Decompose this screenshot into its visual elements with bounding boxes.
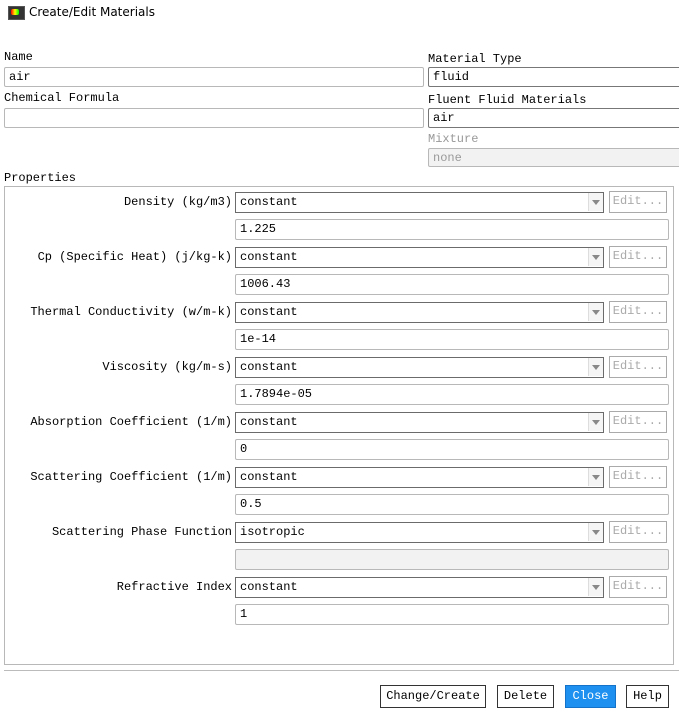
app-icon	[8, 6, 25, 20]
fluent-fluid-materials-label: Fluent Fluid Materials	[428, 93, 587, 107]
property-label: Absorption Coefficient (1/m)	[30, 415, 232, 429]
property-method-dropdown[interactable]	[235, 192, 604, 213]
property-method-value: constant	[240, 580, 298, 594]
name-input[interactable]: air	[4, 67, 424, 87]
chevron-down-icon	[588, 303, 603, 321]
chevron-down-icon	[588, 358, 603, 376]
property-method-value: constant	[240, 195, 298, 209]
property-method-dropdown[interactable]	[235, 357, 604, 378]
property-method-dropdown[interactable]	[235, 412, 604, 433]
property-label: Refractive Index	[116, 580, 232, 594]
property-value-input	[235, 549, 669, 570]
chevron-down-icon	[588, 468, 603, 486]
property-label: Scattering Coefficient (1/m)	[30, 470, 232, 484]
property-edit-button: Edit...	[609, 191, 667, 213]
property-value-input[interactable]: 0.5	[235, 494, 669, 515]
mixture-select: none	[428, 148, 679, 167]
property-edit-button: Edit...	[609, 246, 667, 268]
property-edit-button: Edit...	[609, 301, 667, 323]
property-label: Density (kg/m3)	[123, 195, 232, 209]
close-button[interactable]: Close	[565, 685, 616, 708]
chevron-down-icon	[588, 248, 603, 266]
property-value-input[interactable]: 0	[235, 439, 669, 460]
property-method-dropdown[interactable]	[235, 577, 604, 598]
chevron-down-icon	[588, 413, 603, 431]
property-edit-button: Edit...	[609, 521, 667, 543]
property-method-value: constant	[240, 305, 298, 319]
properties-label: Properties	[4, 171, 77, 185]
chemical-formula-input[interactable]	[4, 108, 424, 128]
help-button[interactable]: Help	[626, 685, 669, 708]
property-label: Scattering Phase Function	[51, 525, 232, 539]
property-edit-button: Edit...	[609, 576, 667, 598]
property-method-dropdown[interactable]	[235, 467, 604, 488]
property-edit-button: Edit...	[609, 356, 667, 378]
property-label: Thermal Conductivity (w/m-k)	[30, 305, 232, 319]
property-label: Cp (Specific Heat) (j/kg-k)	[37, 250, 232, 264]
material-type-label: Material Type	[428, 52, 522, 66]
material-type-select[interactable]: fluid	[428, 67, 679, 87]
name-label: Name	[4, 50, 33, 64]
property-method-dropdown[interactable]	[235, 302, 604, 323]
window-title: Create/Edit Materials	[29, 5, 155, 19]
property-method-dropdown[interactable]	[235, 522, 604, 543]
property-method-value: constant	[240, 250, 298, 264]
property-value-input[interactable]: 1e-14	[235, 329, 669, 350]
delete-button[interactable]: Delete	[497, 685, 554, 708]
property-method-value: constant	[240, 470, 298, 484]
property-edit-button: Edit...	[609, 411, 667, 433]
chevron-down-icon	[588, 193, 603, 211]
property-value-input[interactable]: 1.7894e-05	[235, 384, 669, 405]
property-edit-button: Edit...	[609, 466, 667, 488]
chevron-down-icon	[588, 523, 603, 541]
change-create-button[interactable]: Change/Create	[380, 685, 486, 708]
property-value-input[interactable]: 1006.43	[235, 274, 669, 295]
property-method-value: constant	[240, 415, 298, 429]
property-value-input[interactable]: 1.225	[235, 219, 669, 240]
mixture-label: Mixture	[428, 132, 479, 146]
divider	[4, 670, 679, 671]
property-value-input[interactable]: 1	[235, 604, 669, 625]
property-label: Viscosity (kg/m-s)	[102, 360, 232, 374]
fluent-fluid-materials-select[interactable]: air	[428, 108, 679, 128]
property-method-dropdown[interactable]	[235, 247, 604, 268]
chemical-formula-label: Chemical Formula	[4, 91, 120, 105]
property-method-value: constant	[240, 360, 298, 374]
property-method-value: isotropic	[240, 525, 305, 539]
chevron-down-icon	[588, 578, 603, 596]
